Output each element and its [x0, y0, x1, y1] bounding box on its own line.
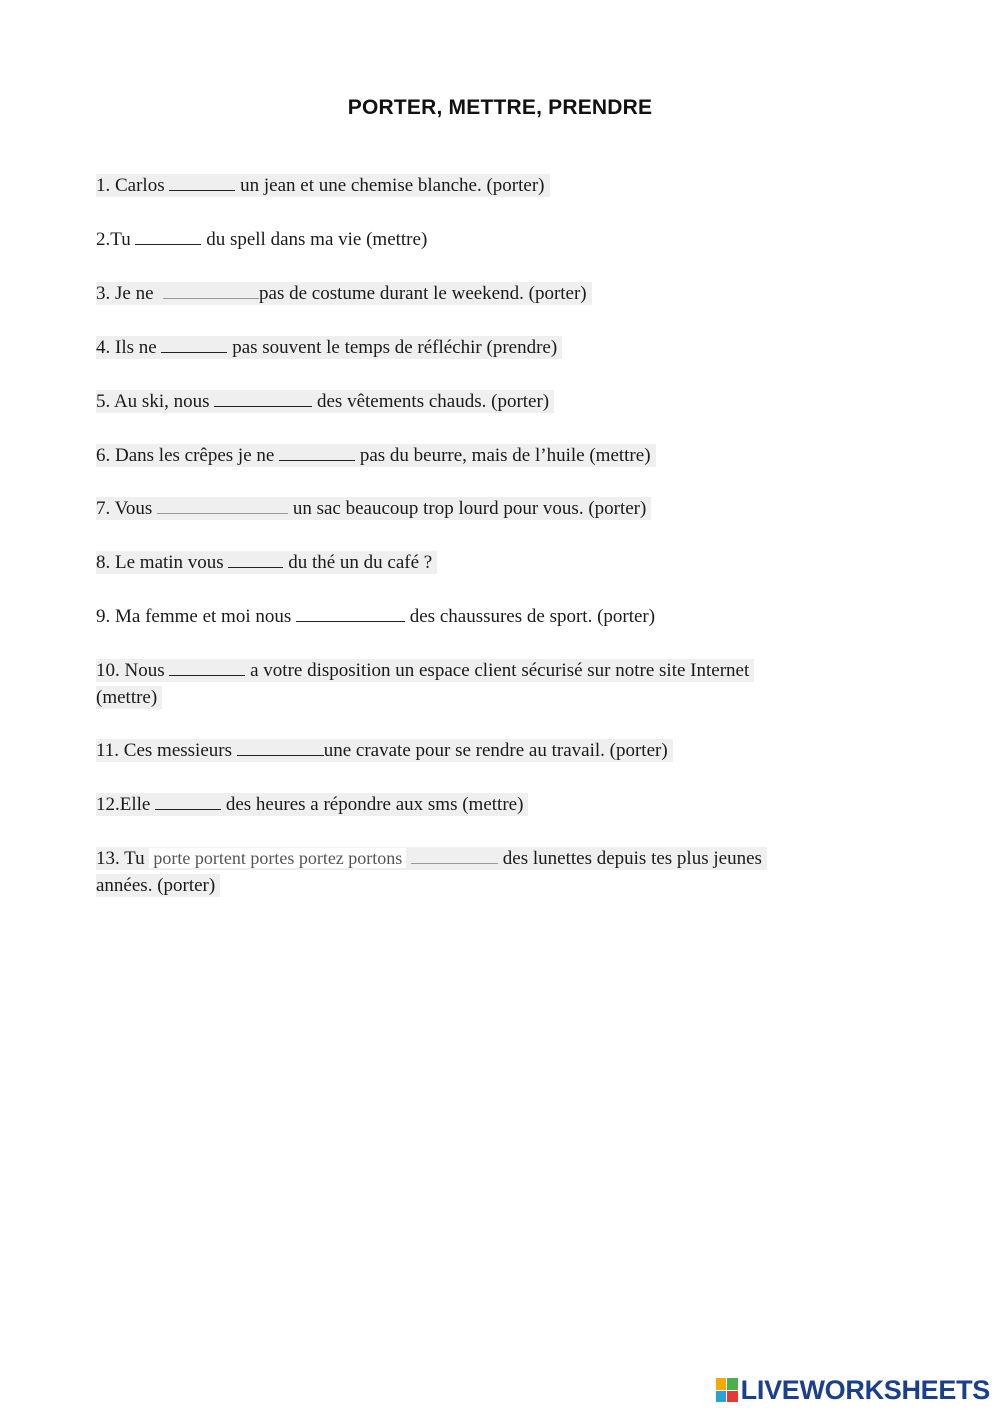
q3-text-before: 3. Je ne: [96, 283, 154, 304]
question-8: [96, 549, 437, 576]
question-10: [96, 657, 754, 684]
q12-answer-blank[interactable]: [155, 793, 221, 810]
q1-text-after: un jean et une chemise blanche. (porter): [240, 175, 545, 196]
q13-options-dropdown[interactable]: porte portent portes portez portons: [149, 848, 406, 868]
question-6: [96, 442, 656, 469]
q2-answer-blank[interactable]: [135, 228, 201, 245]
question-9: [96, 603, 660, 630]
question-1: [96, 172, 550, 199]
question-7: [96, 495, 651, 522]
question-10-line-2: [96, 684, 162, 711]
q7-text-before: 7. Vous: [96, 498, 153, 519]
q6-answer-blank[interactable]: [279, 444, 355, 461]
q13-text-after: des lunettes depuis tes plus jeunes: [502, 848, 762, 869]
q11-answer-blank[interactable]: [237, 739, 324, 756]
q5-text-before: 5. Au ski, nous: [96, 391, 210, 412]
question-2: [96, 226, 432, 253]
liveworksheets-logo: [716, 1376, 990, 1404]
q11-text-after: une cravate pour se rendre au travail. (porter): [323, 740, 668, 761]
q4-text-after: pas souvent le temps de réfléchir (prendre): [232, 337, 558, 358]
q12-text-after: des heures a répondre aux sms (mettre): [225, 794, 524, 815]
liveworksheets-logo-text: LIVEWORKSHEETS: [740, 1374, 990, 1405]
q9-text-before: 9. Ma femme et moi nous: [96, 606, 292, 627]
question-4: [96, 334, 562, 361]
q4-text-before: 4. Ils ne: [96, 337, 157, 358]
q2-text-before: 2.Tu: [96, 229, 131, 250]
q8-answer-blank[interactable]: [228, 551, 283, 568]
worksheet-title: PORTER, METTRE, PRENDRE: [347, 96, 653, 119]
q7-text-after: un sac beaucoup trop lourd pour vous. (porter): [292, 498, 647, 519]
q13-answer-blank[interactable]: [411, 847, 498, 864]
question-11: [96, 737, 673, 764]
q13-text-before: 13. Tu: [96, 848, 145, 869]
q1-text-before: 1. Carlos: [96, 175, 165, 196]
q10-answer-blank[interactable]: [169, 659, 245, 676]
q8-text-after: du thé un du café ?: [288, 552, 433, 573]
q11-text-before: 11. Ces messieurs: [96, 740, 232, 761]
q5-text-after: des vêtements chauds. (porter): [317, 391, 550, 412]
q12-text-before: 12.Elle: [96, 794, 151, 815]
q6-text-after: pas du beurre, mais de l’huile (mettre): [359, 445, 651, 466]
q10-text-line2: (mettre): [96, 687, 158, 708]
q10-text-after: a votre disposition un espace client sécurisé sur notre site Internet: [250, 660, 750, 681]
q4-answer-blank[interactable]: [161, 336, 227, 353]
question-3: [96, 280, 592, 307]
q1-answer-blank[interactable]: [169, 174, 235, 191]
question-13-line-2: [96, 872, 220, 899]
q8-text-before: 8. Le matin vous: [96, 552, 224, 573]
q7-answer-blank[interactable]: [157, 497, 288, 514]
question-13: [96, 845, 767, 872]
q10-text-before: 10. Nous: [96, 660, 165, 681]
liveworksheets-logo-icon: [716, 1378, 738, 1402]
q6-text-before: 6. Dans les crêpes je ne: [96, 445, 275, 466]
q9-text-after: des chaussures de sport. (porter): [409, 606, 656, 627]
q3-text-after: pas de costume durant le weekend. (porter): [259, 283, 587, 304]
question-5: [96, 388, 554, 415]
q2-text-after: du spell dans ma vie (mettre): [206, 229, 428, 250]
q5-answer-blank[interactable]: [214, 390, 312, 407]
q13-text-line2: années. (porter): [96, 875, 216, 896]
question-12: [96, 791, 528, 818]
q3-answer-blank[interactable]: [163, 282, 259, 299]
q9-answer-blank[interactable]: [296, 605, 405, 622]
